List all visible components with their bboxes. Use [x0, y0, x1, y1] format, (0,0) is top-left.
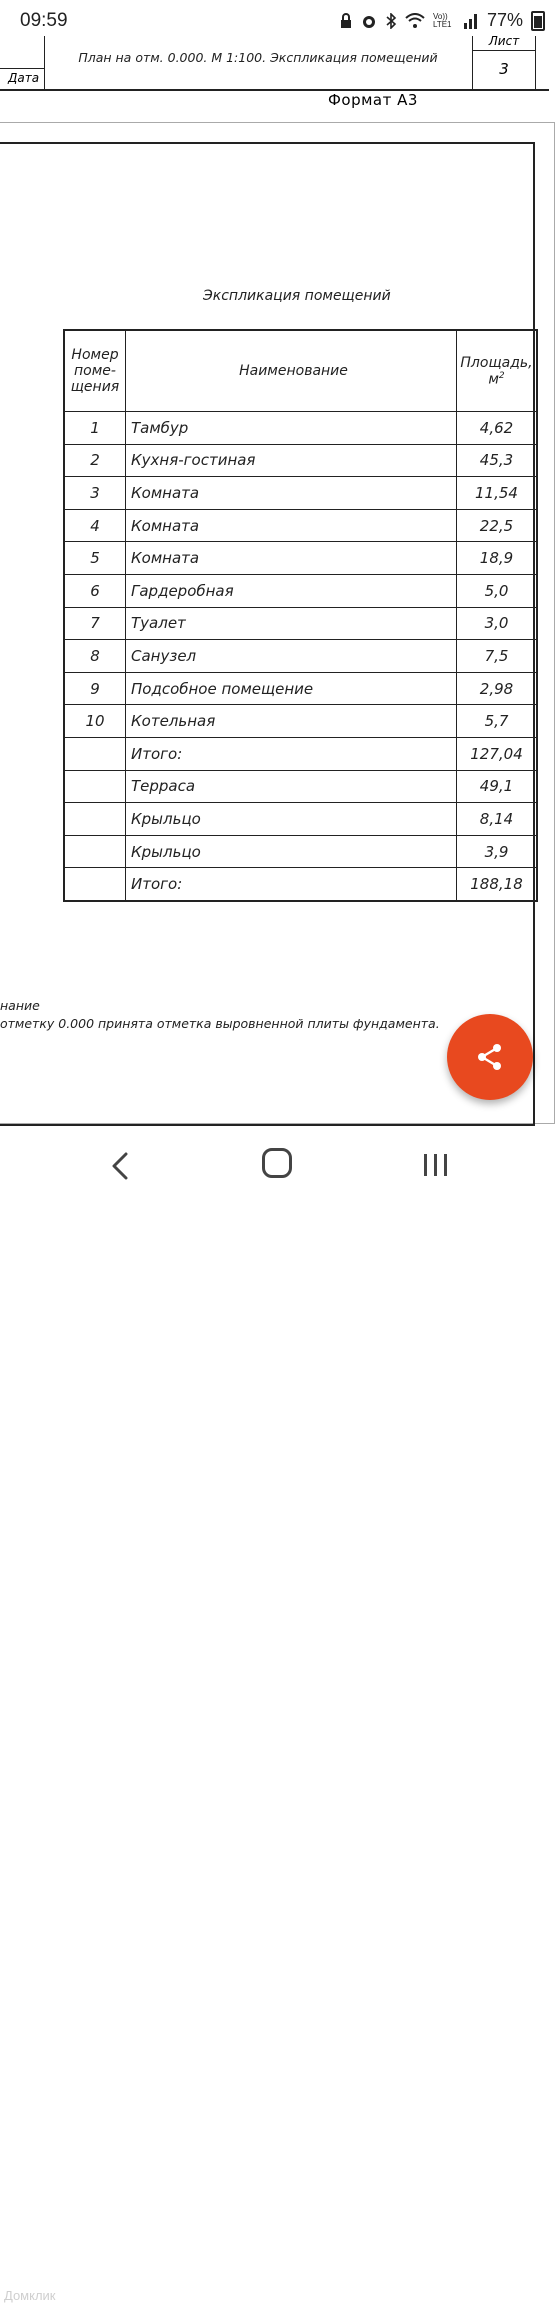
row-name: Санузел	[126, 640, 457, 673]
row-name: Туалет	[126, 607, 457, 640]
table-row	[64, 542, 537, 575]
row-number: 7	[64, 607, 126, 640]
note-line-2: отметку 0.000 принята отметка выровненной плиты фундамента.	[0, 1016, 440, 1031]
network-label: Vo)) LTE1	[432, 11, 452, 29]
table-row	[64, 509, 537, 542]
row-name: Итого:	[126, 737, 457, 770]
drawing-title: План на отм. 0.000. М 1:100. Экспликация помещений	[78, 50, 438, 65]
date-label: Дата	[8, 71, 40, 85]
row-area: 18,9	[457, 542, 538, 575]
row-number: 10	[64, 705, 126, 738]
table-body	[64, 412, 537, 901]
row-area: 4,62	[457, 412, 538, 445]
header-number: Номер поме- щения	[64, 330, 126, 412]
row-number: 3	[64, 477, 126, 510]
row-name: Комната	[126, 477, 457, 510]
row-number: 5	[64, 542, 126, 575]
battery-percent: 77%	[486, 10, 523, 30]
row-number: 9	[64, 672, 126, 705]
row-name: Гардеробная	[126, 574, 457, 607]
home-icon[interactable]	[262, 1148, 292, 1178]
row-name: Комната	[126, 542, 457, 575]
row-area: 2,98	[457, 672, 538, 705]
table-row	[64, 477, 537, 510]
title-block	[0, 36, 549, 91]
row-area: 5,0	[457, 574, 538, 607]
recent-apps-icon[interactable]	[416, 1150, 456, 1180]
share-button[interactable]	[447, 1014, 533, 1100]
explication-table	[63, 329, 538, 902]
alarm-icon	[361, 13, 377, 29]
row-number	[64, 770, 126, 803]
sheet-cell	[472, 36, 536, 89]
table-row	[64, 835, 537, 868]
row-area: 49,1	[457, 770, 538, 803]
row-name: Крыльцо	[126, 835, 457, 868]
table-row	[64, 412, 537, 445]
row-area: 11,54	[457, 477, 538, 510]
row-name: Крыльцо	[126, 803, 457, 836]
row-area: 7,5	[457, 640, 538, 673]
share-icon	[475, 1042, 505, 1072]
watermark: Домклик	[4, 2288, 56, 2303]
table-row	[64, 770, 537, 803]
title-block-left	[0, 36, 45, 89]
row-area: 8,14	[457, 803, 538, 836]
row-name: Кухня-гостиная	[126, 444, 457, 477]
date-cell	[0, 68, 44, 89]
row-name: Подсобное помещение	[126, 672, 457, 705]
battery-icon	[531, 11, 545, 31]
row-number	[64, 835, 126, 868]
status-time: 09:59	[20, 10, 68, 31]
row-name: Котельная	[126, 705, 457, 738]
row-area: 127,04	[457, 737, 538, 770]
row-number: 2	[64, 444, 126, 477]
lock-icon	[339, 13, 353, 29]
table-row	[64, 803, 537, 836]
table-header-row	[64, 330, 537, 412]
navigation-bar	[0, 1126, 559, 2303]
row-number	[64, 868, 126, 901]
row-area: 45,3	[457, 444, 538, 477]
row-name: Итого:	[126, 868, 457, 901]
table-row	[64, 868, 537, 901]
note-line-1: нание	[0, 998, 40, 1013]
table-row	[64, 607, 537, 640]
table-row	[64, 640, 537, 673]
row-area: 3,9	[457, 835, 538, 868]
table-row	[64, 444, 537, 477]
row-area: 3,0	[457, 607, 538, 640]
status-icons	[339, 10, 545, 31]
signal-icon	[463, 13, 479, 29]
row-name: Комната	[126, 509, 457, 542]
table-row	[64, 737, 537, 770]
row-name: Тамбур	[126, 412, 457, 445]
row-area: 188,18	[457, 868, 538, 901]
table-row	[64, 672, 537, 705]
header-name: Наименование	[126, 330, 457, 412]
table-row	[64, 574, 537, 607]
sheet-number: 3	[499, 60, 509, 78]
status-bar	[0, 0, 559, 36]
header-area: Площадь, $м^2$	[457, 330, 538, 412]
row-number: 1	[64, 412, 126, 445]
format-label: Формат А3	[328, 91, 418, 109]
row-name: Терраса	[126, 770, 457, 803]
row-number: 4	[64, 509, 126, 542]
table-row	[64, 705, 537, 738]
row-area: 5,7	[457, 705, 538, 738]
table-title: Экспликация помещений	[203, 288, 391, 304]
bluetooth-icon	[385, 13, 397, 29]
row-number: 8	[64, 640, 126, 673]
sheet-label: Лист	[473, 34, 535, 51]
back-icon[interactable]	[100, 1146, 140, 1186]
row-area: 22,5	[457, 509, 538, 542]
row-number	[64, 803, 126, 836]
row-number	[64, 737, 126, 770]
row-number: 6	[64, 574, 126, 607]
drawing-sheet	[0, 36, 559, 1126]
wifi-icon	[405, 13, 425, 29]
